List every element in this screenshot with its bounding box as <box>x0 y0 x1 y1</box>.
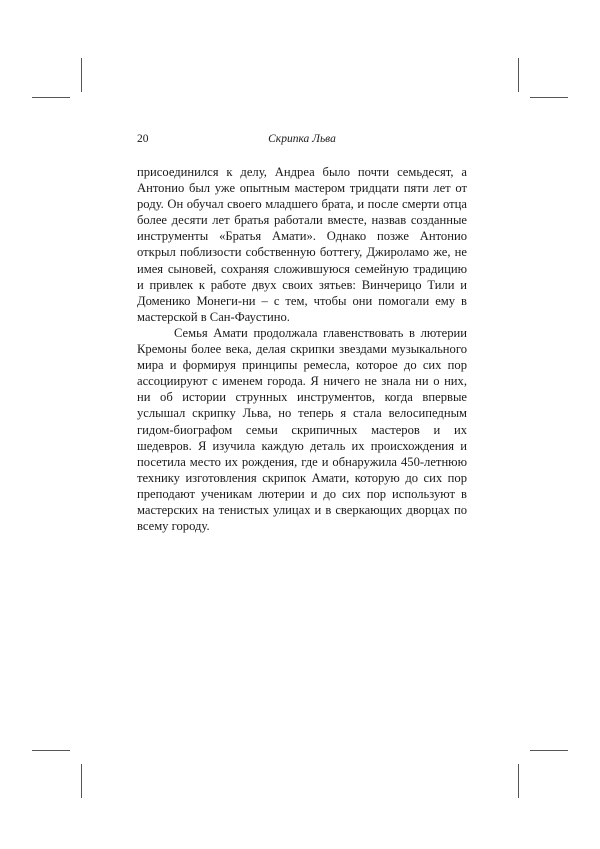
running-title: Скрипка Льва <box>268 133 336 145</box>
page-number: 20 <box>137 133 149 145</box>
running-header <box>137 133 467 149</box>
crop-mark-top-left-horizontal <box>32 97 70 98</box>
crop-mark-top-right-horizontal <box>530 97 568 98</box>
crop-mark-bottom-right-vertical <box>518 764 519 798</box>
paragraph: Семья Амати продолжала главенствовать в лютерии Кремоны более века, делая скрипки звездами музыкального мира и формируя принципы ремесла, которое до сих пор ассоциируют с именем города. Я ничего не знала ни о них, ни об истории струнных инструментов, когда впервые услышал скрипку Льва, но теперь я стала велосипедным гидом-биографом семьи скрипичных мастеров и их шедевров. Я изучила каждую деталь их происхождения и посетила место их рождения, где и обнаружила 450-летнюю технику изготовления скрипок Амати, которую до сих пор преподают ученикам лютерии и до сих пор используют в мастерских на тенистых улицах и в сверкающих дворцах по всему городу. <box>137 325 467 534</box>
crop-mark-top-left-vertical <box>81 58 82 92</box>
crop-mark-bottom-left-vertical <box>81 764 82 798</box>
crop-mark-top-right-vertical <box>518 58 519 92</box>
crop-mark-bottom-right-horizontal <box>530 750 568 751</box>
body-text <box>137 164 467 534</box>
crop-mark-bottom-left-horizontal <box>32 750 70 751</box>
paragraph: присоединился к делу, Андреа было почти семьдесят, а Антонио был уже опытным мастером тридцати пяти лет от роду. Он обучал своего младшего брата, и после смерти отца более десяти лет братья работали вместе, назвав созданные инструменты «Братья Амати». Однако позже Антонио открыл поблизости собственную боттегу, Джироламо же, не имея сыновей, сохраняя сложившуюся семейную традицию и привлек к работе двух своих зятьев: Винчерицо Тили и Доменико Монеги-ни – с тем, чтобы они помогали ему в мастерской в Сан-Фаустино. <box>137 165 467 324</box>
